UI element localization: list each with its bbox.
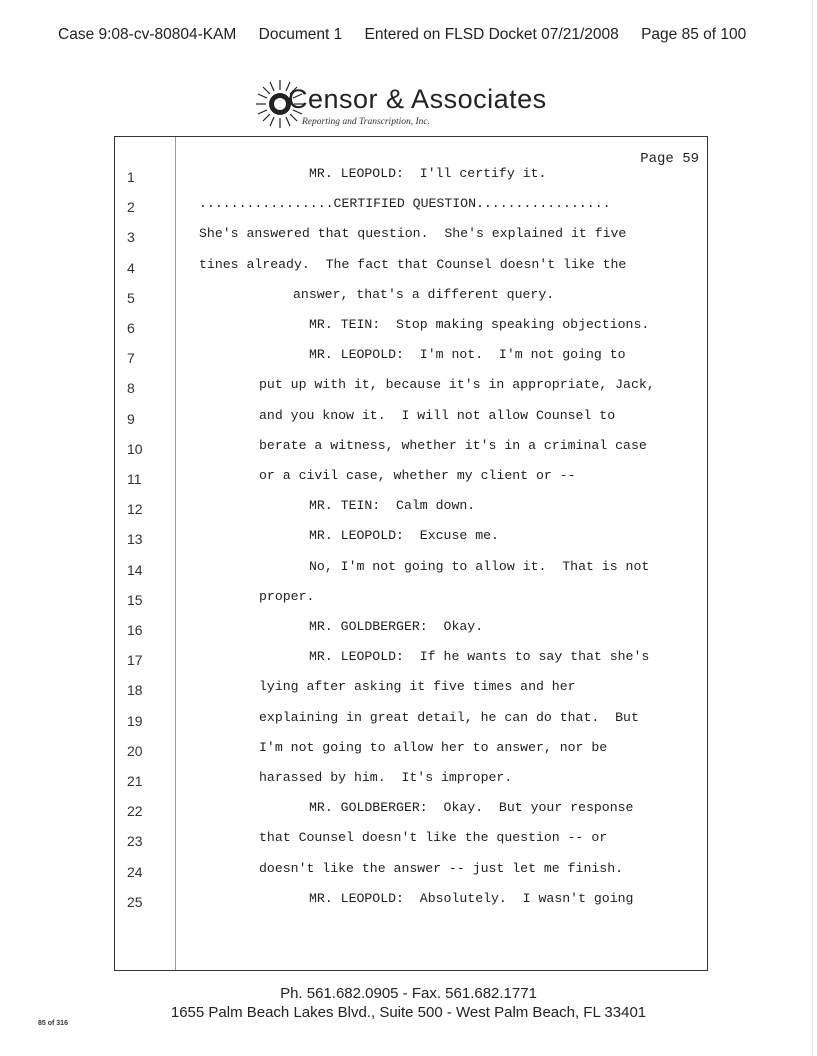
transcript-line [115, 557, 707, 587]
line-text: MR. LEOPOLD: If he wants to say that she's [309, 649, 650, 665]
line-number: 1 [127, 169, 135, 185]
transcript-line [115, 285, 707, 315]
transcript-line [115, 617, 707, 647]
transcript-page [114, 136, 708, 971]
line-text: MR. TEIN: Stop making speaking objections. [309, 317, 650, 332]
line-number: 23 [127, 833, 143, 850]
transcript-line [115, 768, 707, 798]
line-number: 17 [127, 652, 143, 669]
line-number: 18 [127, 682, 143, 699]
line-text: and you know it. I will not allow Counsel to [259, 407, 616, 423]
line-text: MR. LEOPOLD: Absolutely. I wasn't going [309, 890, 634, 906]
line-text: doesn't like the answer -- just let me finish. [259, 860, 624, 876]
transcript-line [115, 738, 707, 768]
transcript-line [115, 345, 707, 375]
line-number: 16 [127, 622, 143, 638]
transcript-line [115, 828, 707, 858]
line-number: 11 [127, 471, 142, 487]
line-text: I'm not going to allow her to answer, nor be [259, 739, 608, 755]
transcript-line [115, 164, 707, 194]
line-text: put up with it, because it's in appropriate, Jack, [259, 377, 655, 393]
line-number: 5 [127, 289, 135, 306]
footer-address: 1655 Palm Beach Lakes Blvd., Suite 500 - West Palm Beach, FL 33401 [170, 1004, 647, 1021]
footer-phone: Ph. 561.682.0905 - Fax. 561.682.1771 [280, 985, 537, 1002]
line-number: 15 [127, 591, 143, 608]
line-number: 6 [127, 320, 135, 336]
line-number: 20 [127, 742, 143, 759]
line-text: lying after asking it five times and her [259, 679, 576, 695]
line-number: 24 [127, 863, 143, 880]
line-number: 8 [127, 380, 135, 397]
line-text: .................CERTIFIED QUESTION................. [199, 196, 611, 212]
line-text: that Counsel doesn't like the question -- or [259, 830, 608, 846]
docket-page-number: Page 85 of 100 [641, 26, 747, 43]
transcript-line [115, 526, 707, 556]
line-text: MR. TEIN: Calm down. [309, 498, 476, 514]
line-number: 25 [127, 893, 143, 910]
transcript-line [115, 194, 707, 224]
line-number: 10 [127, 440, 143, 457]
line-text: tines already. The fact that Counsel doesn't like the [199, 256, 627, 272]
case-number: Case 9:08-cv-80804-KAM [58, 26, 237, 43]
company-tagline: Reporting and Transcription, Inc. [302, 117, 430, 127]
line-number: 22 [127, 803, 143, 820]
line-number: 2 [127, 199, 135, 216]
transcript-line [115, 677, 707, 707]
line-text: She's answered that question. She's explained it five [199, 226, 627, 242]
transcript-line [115, 587, 707, 617]
line-text: berate a witness, whether it's in a criminal case [259, 437, 647, 453]
line-text: MR. GOLDBERGER: Okay. But your response [309, 800, 634, 816]
line-text: answer, that's a different query. [293, 286, 555, 302]
docket-entry: Entered on FLSD Docket 07/21/2008 [364, 26, 619, 43]
transcript-line [115, 647, 707, 677]
docket-header [58, 26, 746, 44]
transcript-line [115, 436, 707, 466]
transcript-line [115, 406, 707, 436]
line-number: 3 [127, 229, 135, 246]
line-text: MR. GOLDBERGER: Okay. [309, 619, 484, 634]
line-number: 9 [127, 410, 135, 427]
company-name: Censor & Associates [288, 84, 547, 114]
transcript-page-label: Page 59 [640, 151, 699, 167]
transcript-line [115, 315, 707, 345]
line-number: 13 [127, 531, 143, 548]
line-number: 4 [127, 259, 135, 276]
line-number: 7 [127, 350, 135, 367]
line-text: harassed by him. It's improper. [259, 770, 513, 785]
line-number: 12 [127, 501, 143, 518]
transcript-line [115, 375, 707, 405]
company-logo [254, 78, 554, 134]
transcript-line [115, 466, 707, 496]
transcript-line [115, 859, 707, 889]
transcript-line [115, 224, 707, 254]
line-number: 19 [127, 712, 143, 729]
line-text: proper. [259, 588, 315, 604]
transcript-line [115, 496, 707, 526]
transcript-line [115, 889, 707, 919]
line-text: or a civil case, whether my client or -- [259, 468, 576, 483]
line-number: 21 [127, 773, 143, 789]
document-number: Document 1 [258, 26, 343, 43]
transcript-line [115, 798, 707, 828]
line-text: explaining in great detail, he can do that. But [259, 709, 639, 725]
page-edge-line [812, 0, 813, 1056]
pdf-page-count: 85 of 316 [38, 1020, 68, 1027]
transcript-line [115, 255, 707, 285]
transcript-line [115, 708, 707, 738]
line-number: 14 [127, 561, 143, 578]
line-text: MR. LEOPOLD: Excuse me. [309, 528, 499, 544]
line-text: MR. LEOPOLD: I'll certify it. [309, 166, 547, 181]
line-text: MR. LEOPOLD: I'm not. I'm not going to [309, 347, 626, 363]
line-text: No, I'm not going to allow it. That is not [309, 558, 650, 574]
